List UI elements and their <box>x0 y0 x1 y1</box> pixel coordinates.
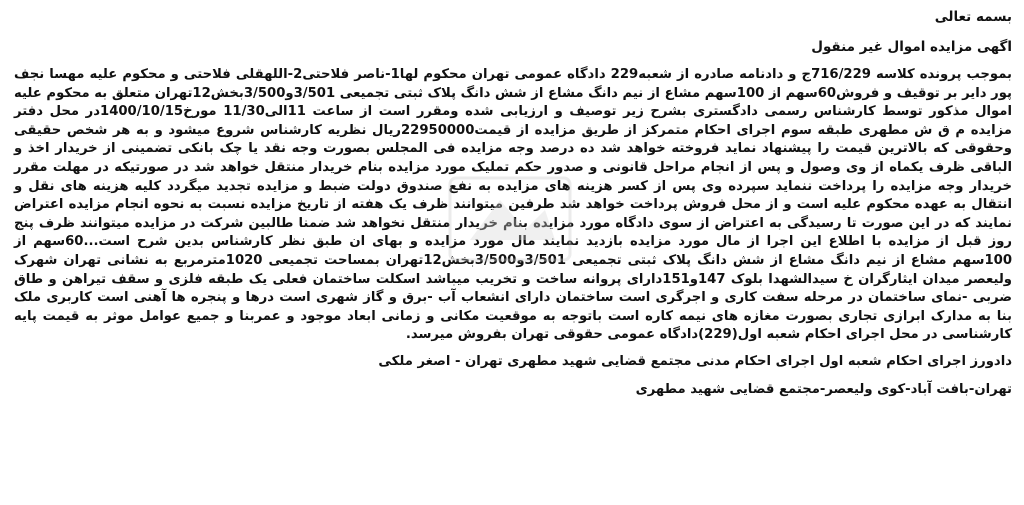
opening-phrase: بسمه تعالی <box>934 9 1012 25</box>
address-line: تهران-بافت آباد-کوی ولیعصر-مجتمع قضایی شهید مطهری <box>635 381 1012 397</box>
notice-title: اگهی مزایده اموال غیر منقول <box>811 39 1012 55</box>
notice-body: بموجب پرونده کلاسه 716/229ج و دادنامه صادره از شعبه229 دادگاه عمومی تهران محکوم لها1-ناصر فلاحتی2-اللهقلی فلاحتی و محکوم علیه مهسا نجف پور دایر بر توقیف و فروش60سهم از 100سهم مشاع از نیم دانگ مشاع از شش دانگ پلاک ثبتی تجمیعی 3/501و3/500بخش12تهران متعلق به محکوم علیه اموال مذکور توسط کارشناس رسمی دادگستری بشرح زیر توصیف و ارزیابی شده ومقرر است از ساعت 11الی11/30 مورخ1400/10/15در محل دفتر مزایده م ق ش مطهری طبقه سوم اجرای احکام متمرکز از طریق مزایده از قیمت22950000ریال نظریه کارشناس شروع میشود و به هر شخص حقیقی وحقوقی که بالاترین قیمت را پیشنهاد نماید فروخته خواهد شد ده درصد وجه مزایده فی المجلس بصورت وجه نقد یا چک بانکی تضمینی از خریدار اخذ و الباقی ظرف یکماه از وی وصول و پس از انجام مراحل قانونی و صدور حکم تملیک مورد مزایده بنام خریدار منتقل خواهد شد در صورتیکه در مهلت مقرر خریدار وجه مزایده را پرداخت ننماید سپرده وی پس از کسر هزینه های مزایده به نفع صندوق دولت ضبط و مزایده تجدید میگردد کلیه هزینه های نقل و انتقال به عهده محکوم علیه است و از محل فروش پرداخت خواهد شد طرفین میتوانند ظرف یک هفته از تاریخ مزایده نسبت به نحوه انجام مزایده اعتراض نمایند که در این صورت تا رسیدگی به اعتراض از سوی دادگاه مورد مزایده بنام خریدار منتقل نخواهد شد ضمنا طالبین شرکت در مزایده میتوانند ظرف پنج روز قبل از مزایده با اطلاع این اجرا از مال مورد مزایده بازدید نمایند مال مورد مزایده و بهای ان طبق نظر کارشناس بدین شرح است...60سهم از 100سهم مشاع از نیم دانگ مشاع از شش دانگ پلاک ثبتی تجمیعی 3/501و3/500بخش12تهران بمساحت تجمیعی 1020مترمربع به نشانی تهران شهرک ولیعصر میدان ایثارگران خ سیدالشهدا بلوک 147و151دارای پروانه ساخت و تخریب میباشد اسکلت ساختمان فعلی یک طبقه فلزی و سقف تیراهن و طاق ضربی -نمای ساختمان در مرحله سفت کاری و اجرگری است ساختمان دارای انشعاب آب -برق و گاز شهری است درها و پنجره ها آهنی است کاربری ملک بنا به مدارک ابرازی تجاری بصورت مغازه های نیمه کاره است باتوجه به موقعیت مکانی و زمانی ابعاد موجود و عمربنا و جمیع عوامل موثر به قیمت پایه کارشناسی در محل اجرای احکام شعبه اول(229)دادگاه عمومی حقوقی تهران بفروش میرسد. <box>14 67 1013 343</box>
signature-line: دادورز اجرای احکام شعبه اول اجرای احکام مدنی مجتمع قضایی شهید مطهری تهران - اصغر ملکی <box>378 353 1012 369</box>
